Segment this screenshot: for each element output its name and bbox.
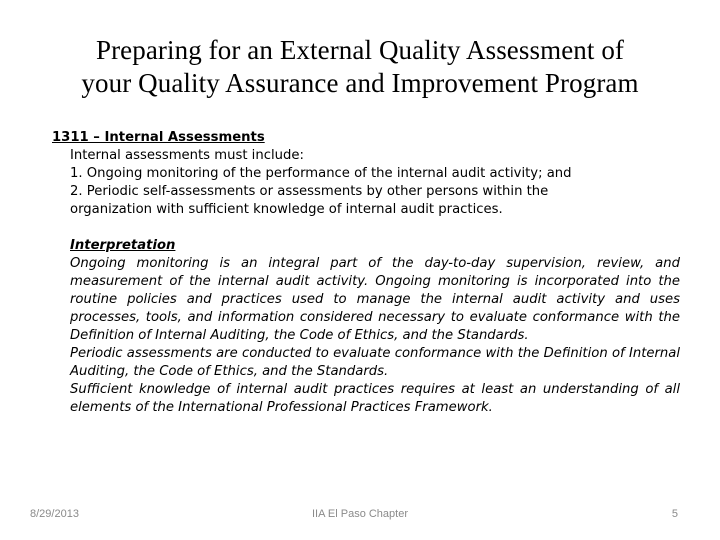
interpretation-paragraph: Ongoing monitoring is an integral part of the day-to-day supervision, review, and measurement of the internal audit activity. Ongoing monitoring is incorporated into the routine policies and practices used to manage the internal audit activity and uses processes, tools, and information considered necessary to evaluate conformance with the Definition of Internal Auditing, the Code of Ethics, and the Standards. <box>70 256 680 343</box>
footer-organization: IIA El Paso Chapter <box>312 508 408 520</box>
slide-title <box>20 34 700 100</box>
standard-text <box>70 147 680 417</box>
title-line-1: Preparing for an External Quality Assessment of <box>95 35 625 65</box>
title-line-2: your Quality Assurance and Improvement Program <box>81 68 639 98</box>
spacer <box>70 219 680 237</box>
intro-line: Internal assessments must include: <box>70 148 304 163</box>
footer-date: 8/29/2013 <box>30 508 79 520</box>
interpretation-heading: Interpretation <box>70 238 176 253</box>
interpretation-paragraph: Sufficient knowledge of internal audit practices requires at least an understanding of all elements of the International Professional Practices Framework. <box>70 382 680 415</box>
list-item: organization with sufficient knowledge of internal audit practices. <box>70 202 503 217</box>
section-heading: 1311 – Internal Assessments <box>52 130 265 145</box>
interpretation-paragraph: Periodic assessments are conducted to evaluate conformance with the Definition of Internal Auditing, the Code of Ethics, and the Standards. <box>70 346 680 379</box>
footer-page-number: 5 <box>671 508 678 520</box>
list-item: 2. Periodic self-assessments or assessments by other persons within the <box>70 184 549 199</box>
slide-body <box>40 129 680 417</box>
list-item: 1. Ongoing monitoring of the performance of the internal audit activity; and <box>70 166 572 181</box>
